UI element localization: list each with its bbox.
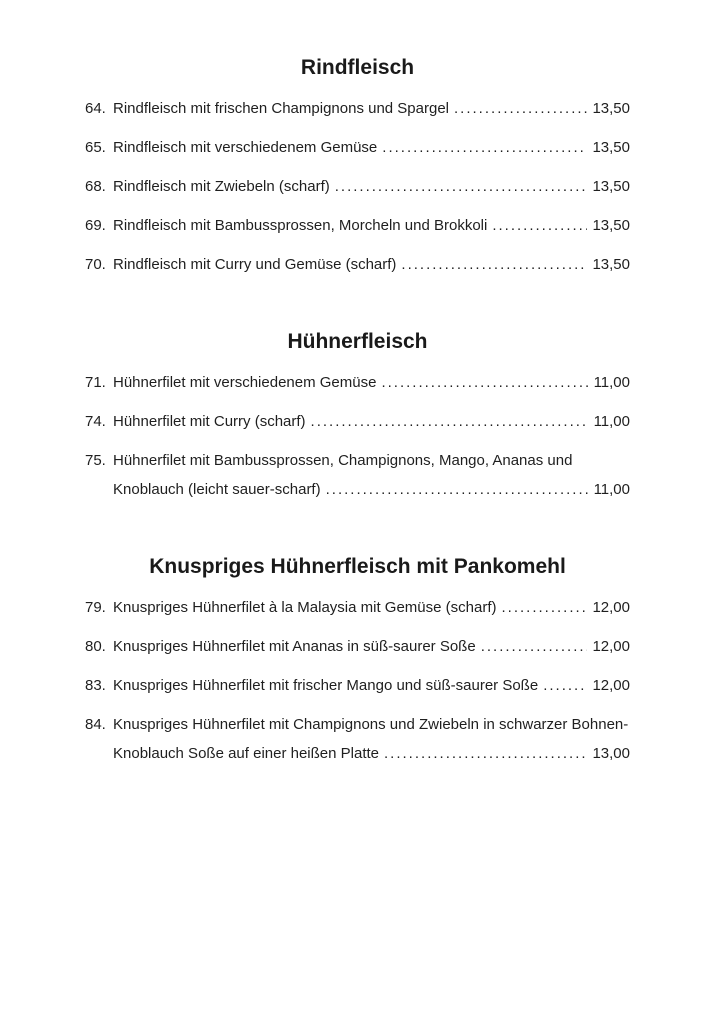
item-line <box>85 675 630 697</box>
item-number: 79. <box>85 599 106 616</box>
item-line <box>85 372 630 394</box>
menu-item <box>85 411 630 433</box>
item-line <box>85 254 630 276</box>
item-number: 71. <box>85 374 106 391</box>
section-title: Rindfleisch <box>300 56 415 79</box>
item-price: 13,00 <box>592 745 630 762</box>
item-number: 75. <box>85 452 106 469</box>
item-price: 13,50 <box>592 139 630 156</box>
item-line <box>85 176 630 198</box>
item-text: Hühnerfilet mit verschiedenem Gemüse <box>113 374 377 391</box>
item-text: Rindfleisch mit Zwiebeln (scharf) <box>113 178 330 195</box>
dot-leader <box>381 372 588 394</box>
section-title: Knuspriges Hühnerfleisch mit Pankomehl <box>149 555 566 578</box>
item-price: 11,00 <box>593 481 630 498</box>
item-text: Hühnerfilet mit Bambussprossen, Champignons, Mango, Ananas und <box>113 452 573 469</box>
menu-section-huehnerfleisch <box>85 330 630 501</box>
dot-leader <box>335 176 588 198</box>
item-line <box>85 450 630 472</box>
item-text: Rindfleisch mit Curry und Gemüse (scharf) <box>113 256 397 273</box>
item-price: 13,50 <box>592 256 630 273</box>
item-text: Knuspriges Hühnerfilet mit frischer Mango und süß-saurer Soße <box>113 677 539 694</box>
item-line <box>85 411 630 433</box>
menu-item <box>85 714 630 765</box>
item-number: 74. <box>85 413 106 430</box>
item-price: 12,00 <box>592 677 630 694</box>
dot-leader <box>501 597 587 619</box>
menu-section-knuspriges-huehnerfleisch <box>85 555 630 765</box>
item-line <box>85 714 630 736</box>
item-price: 11,00 <box>593 413 630 430</box>
item-text: Knoblauch Soße auf einer heißen Platte <box>113 745 380 762</box>
menu-section-rindfleisch <box>85 56 630 276</box>
item-text: Rindfleisch mit verschiedenem Gemüse <box>113 139 378 156</box>
section-title: Hühnerfleisch <box>287 330 428 353</box>
item-number: 65. <box>85 139 106 156</box>
item-text: Knuspriges Hühnerfilet à la Malaysia mit Gemüse (scharf) <box>113 599 497 616</box>
dot-leader <box>384 743 587 765</box>
item-line <box>85 597 630 619</box>
menu-item <box>85 137 630 159</box>
menu-item <box>85 215 630 237</box>
item-number: 84. <box>85 716 106 733</box>
item-number: 70. <box>85 256 106 273</box>
menu-item <box>85 675 630 697</box>
item-number: 68. <box>85 178 106 195</box>
item-number: 80. <box>85 638 106 655</box>
dot-leader <box>326 479 589 501</box>
item-line <box>85 215 630 237</box>
dot-leader <box>492 215 587 237</box>
menu-item <box>85 597 630 619</box>
dot-leader <box>382 137 587 159</box>
dot-leader <box>454 98 587 120</box>
dot-leader <box>401 254 587 276</box>
item-line <box>85 636 630 658</box>
item-number: 83. <box>85 677 106 694</box>
item-line <box>85 137 630 159</box>
item-number: 69. <box>85 217 106 234</box>
item-price: 13,50 <box>592 217 630 234</box>
item-text: Hühnerfilet mit Curry (scharf) <box>113 413 306 430</box>
item-price: 12,00 <box>592 599 630 616</box>
item-price: 11,00 <box>593 374 630 391</box>
item-line <box>85 98 630 120</box>
item-price: 13,50 <box>592 178 630 195</box>
menu-item <box>85 372 630 394</box>
item-line-continuation <box>85 743 630 765</box>
item-text: Knuspriges Hühnerfilet mit Champignons und Zwiebeln in schwarzer Bohnen- <box>113 716 629 733</box>
item-text: Knuspriges Hühnerfilet mit Ananas in süß-saurer Soße <box>113 638 476 655</box>
item-price: 13,50 <box>592 100 630 117</box>
item-line-continuation <box>85 479 630 501</box>
menu-item <box>85 176 630 198</box>
item-text: Knoblauch (leicht sauer-scharf) <box>113 481 321 498</box>
menu-item <box>85 636 630 658</box>
dot-leader <box>481 636 588 658</box>
dot-leader <box>543 675 587 697</box>
item-number: 64. <box>85 100 106 117</box>
menu-item <box>85 450 630 501</box>
dot-leader <box>311 411 589 433</box>
menu-item <box>85 98 630 120</box>
item-price: 12,00 <box>592 638 630 655</box>
menu-item <box>85 254 630 276</box>
item-text: Rindfleisch mit Bambussprossen, Morcheln und Brokkoli <box>113 217 488 234</box>
item-text: Rindfleisch mit frischen Champignons und Spargel <box>113 100 450 117</box>
